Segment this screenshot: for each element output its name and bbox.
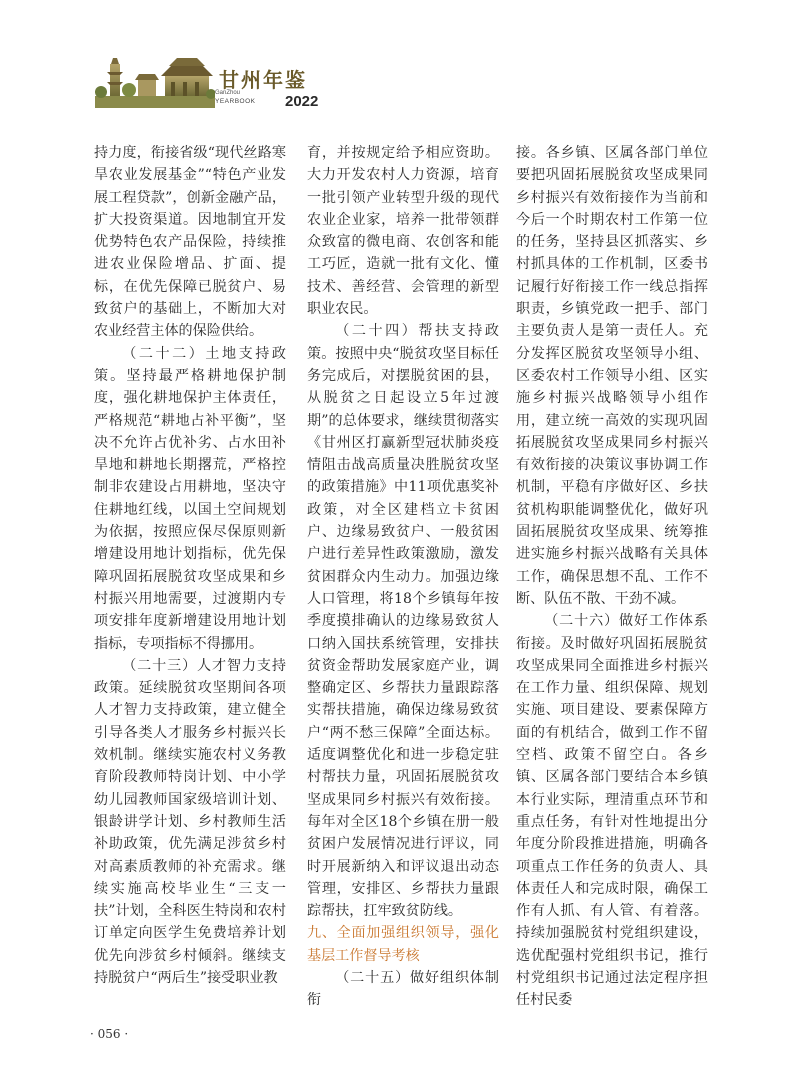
yearbook-title-en-ganzhou: GanZhou — [215, 90, 241, 96]
paragraph-organization: （二十五）做好组织体制衔 — [307, 969, 499, 1009]
paragraph-talent-policy: （二十三）人才智力支持政策。延续脱贫攻坚期间各项人才智力支持政策，建立健全引导各类人才服务乡村振兴长效机制。继续实施农村义务教育阶段教师特岗计划、中小学幼儿园教师国家级培训计划、银龄讲学计划、乡村教师生活补助政策，优先满足涉贫乡村对高素质教师的补充需求。继续实施高校毕业生“三支一扶”计划，全科医生特岗和农村订单定向医学生免费培养计划优先向涉贫乡村倾斜。继续支持脱贫户“两后生”接受职业教 — [94, 657, 286, 986]
paragraph: 接。各乡镇、区属各部门单位要把巩固拓展脱贫攻坚成果同乡村振兴有效衔接作为当前和今后一个时期农村工作第一位的任务，坚持县区抓落实、乡村抓具体的工作机制，区委书记履行好衔接工作一线总指挥职责，乡镇党政一把手、部门主要负责人是第一责任人。充分发挥区脱贫攻坚领导小组、区委农村工作领导小组、区实施乡村振兴战略领导小组作用，建立统一高效的实现巩固拓展脱贫攻坚成果同乡村振兴有效衔接的决策议事协调工作机制，平稳有序做好区、乡扶贫机构职能调整优化，做好巩固拓展脱贫攻坚成果、统筹推进实施乡村振兴战略有关具体工作，确保思想不乱、工作不断、队伍不散、干劲不减。 — [516, 145, 708, 607]
text-column-3 — [516, 142, 708, 1012]
yearbook-title-en-yearbook: YEARBOOK — [215, 98, 256, 105]
yearbook-title-cn: 甘州年鉴 — [219, 68, 307, 92]
paragraph-assistance-policy: （二十四）帮扶支持政策。按照中央“脱贫攻坚目标任务完成后，对摆脱贫困的县，从脱贫之日起设立5年过渡期”的总体要求，继续贯彻落实《甘州区打赢新型冠状肺炎疫情阻击战高质量决胜脱贫攻坚的政策措施》中11项优惠奖补政策，对全区建档立卡贫困户、边缘易致贫户、一般贫困户进行差异性政策激励，激发贫困群众内生动力。加强边缘人口管理，将18个乡镇每年按季度摸排确认的边缘易致贫人口纳入国扶系统管理，安排扶贫资金帮助发展家庭产业，调整确定区、乡帮扶力量跟踪落实帮扶措施，确保边缘易致贫户“两不愁三保障”全面达标。适度调整优化和进一步稳定驻村帮扶力量，巩固拓展脱贫攻坚成果同乡村振兴有效衔接。每年对全区18个乡镇在册一般贫困户发展情况进行评议，同时开展新纳入和评议退出动态管理，安排区、乡帮扶力量跟踪帮扶，扛牢致贫防线。 — [307, 323, 499, 920]
yearbook-brand — [215, 64, 325, 108]
paragraph: 持力度，衔接省级“现代丝路寒旱农业发展基金”“特色产业发展工程贷款”，创新金融产品，扩大投资渠道。因地制宜开发优势特色农产品保险，持续推进农业保险增品、扩面、提标，在优先保障已脱贫户、易致贫户的基础上，不断加大对农业经营主体的保险供给。 — [94, 145, 286, 340]
text-column-2 — [307, 142, 499, 1012]
paragraph-work-system: （二十六）做好工作体系衔接。及时做好巩固拓展脱贫攻坚成果同全面推进乡村振兴在工作力量、组织保障、规划实施、项目建设、要素保障方面的有机结合，做到工作不留空档、政策不留空白。各乡镇、区属各部门要结合本乡镇本行业实际，理清重点环节和重点任务，有针对性地提出分年度分阶段推进措施，明确各项重点工作任务的负责人、具体责任人和完成时限，确保工作有人抓、有人管、有着落。持续加强脱贫村党组织建设，选优配强村党组织书记，推行村党组织书记通过法定程序担任村民委 — [516, 613, 708, 1009]
paragraph-land-policy: （二十二）土地支持政策。坚持最严格耕地保护制度，强化耕地保护主体责任，严格规范“耕地占补平衡”，坚决不允许占优补劣、占水田补旱地和耕地长期撂荒，严格控制非农建设占用耕地，坚决守住耕地红线，以国土空间规划为依据，按照应保尽保原则新增建设用地计划指标，优先保障巩固拓展脱贫攻坚成果和乡村振兴用地需要，过渡期内专项安排年度新增建设用地计划指标，专项指标不得挪用。 — [94, 345, 286, 652]
yearbook-year: 2022 — [285, 93, 319, 110]
text-column-1 — [94, 142, 286, 989]
city-skyline-illustration — [95, 52, 215, 108]
yearbook-header — [0, 0, 800, 120]
page-number: · 056 · — [90, 1027, 129, 1041]
section-heading: 九、全面加强组织领导，强化基层工作督导考核 — [307, 925, 499, 964]
paragraph: 育，并按规定给予相应资助。大力开发农村人力资源，培育一批引领产业转型升级的现代农业企业家，培养一批带领群众致富的微电商、农创客和能工巧匠，造就一批有文化、懂技术、善经营、会管理的新型职业农民。 — [307, 145, 499, 318]
